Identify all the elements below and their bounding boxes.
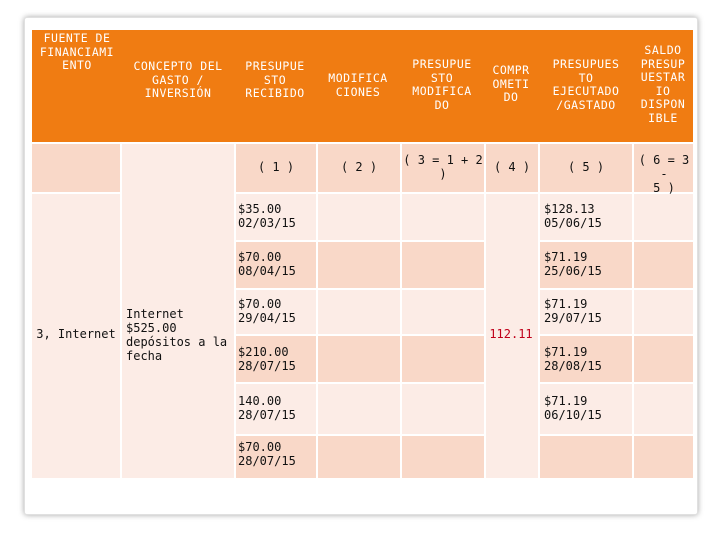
header-modificaciones: MODIFICA CIONES xyxy=(328,71,388,99)
header-fuente-financiamiento: FUENTE DE FINANCIAMI ENTO xyxy=(39,31,115,72)
presupuesto-recibido-entry: $70.00 29/04/15 xyxy=(238,297,296,325)
header-comprometido: COMPR OMETI DO xyxy=(492,63,530,104)
presupuesto-ejecutado-entry: $71.19 25/06/15 xyxy=(544,250,602,278)
presupuesto-recibido-entry: $210.00 28/07/15 xyxy=(238,345,296,373)
header-presupuesto-recibido: PRESUPUE STO RECIBIDO xyxy=(245,59,305,100)
presupuesto-recibido-entry: $70.00 28/07/15 xyxy=(238,440,296,468)
presupuesto-recibido-entry: $35.00 02/03/15 xyxy=(238,202,296,230)
presupuesto-recibido-entry: $70.00 08/04/15 xyxy=(238,250,296,278)
header-presupuesto-ejecutado: PRESUPUES TO EJECUTADO /GASTADO xyxy=(552,57,620,112)
presupuesto-ejecutado-entry: $71.19 06/10/15 xyxy=(544,394,602,422)
presupuesto-ejecutado-entry: $71.19 28/08/15 xyxy=(544,345,602,373)
formula-col-5: ( 5 ) xyxy=(567,160,605,174)
fuente-value: 3, Internet xyxy=(36,327,116,341)
comprometido-value: 112.11 xyxy=(489,327,533,341)
header-presupuesto-modificado: PRESUPUE STO MODIFICA DO xyxy=(412,57,472,112)
formula-col-1: ( 1 ) xyxy=(257,160,295,174)
formula-col-3: ( 3 = 1 + 2 ) xyxy=(403,153,483,181)
header-concepto: CONCEPTO DEL GASTO / INVERSIÓN xyxy=(133,59,223,100)
concepto-value: Internet $525.00 depósitos a la fecha xyxy=(126,307,228,363)
presupuesto-ejecutado-entry: $71.19 29/07/15 xyxy=(544,297,602,325)
presupuesto-recibido-entry: 140.00 28/07/15 xyxy=(238,394,296,422)
header-saldo-disponible: SALDO PRESUP UESTAR IO DISPON IBLE xyxy=(640,43,686,125)
presupuesto-ejecutado-entry: $128.13 05/06/15 xyxy=(544,202,602,230)
formula-col-4: ( 4 ) xyxy=(493,160,531,174)
formula-col-2: ( 2 ) xyxy=(340,160,378,174)
formula-col-6: ( 6 = 3 - 5 ) xyxy=(638,153,690,195)
